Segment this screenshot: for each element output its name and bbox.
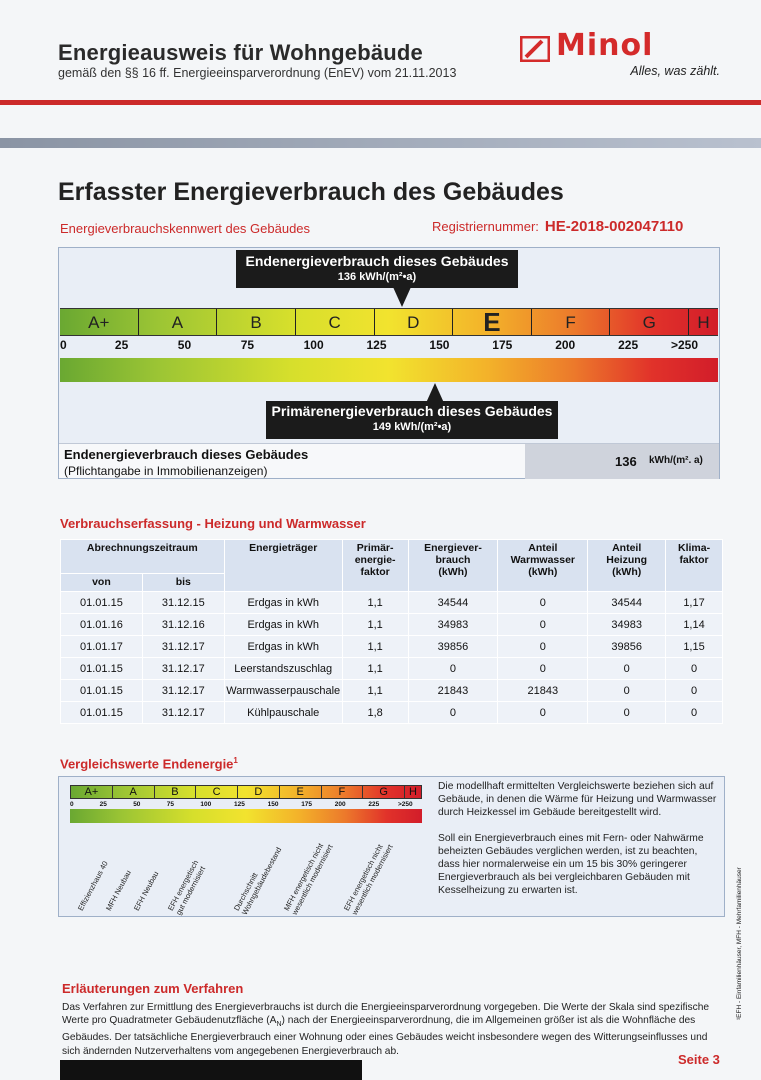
- scale-tick: 175: [492, 338, 513, 352]
- scale-ticks: [60, 338, 718, 354]
- header-climate-factor: Klima- faktor: [666, 540, 723, 592]
- primary-energy-callout-title: Primärenergieverbrauch dieses Gebäudes: [271, 403, 553, 419]
- end-energy-callout-value: 136 kWh/(m²•a): [337, 271, 417, 283]
- energy-class-d: D: [375, 309, 454, 335]
- summary-title: Endenergieverbrauch dieses Gebäudes: [64, 447, 309, 462]
- header-carrier: Energieträger: [224, 540, 342, 592]
- consumption-section-title: Verbrauchserfassung - Heizung und Warmwasser: [60, 516, 366, 531]
- table-row: [61, 702, 723, 724]
- registration-label: Registriernummer:: [432, 219, 539, 234]
- cell-bis: 31.12.17: [142, 702, 224, 724]
- cell-von: 01.01.15: [61, 702, 143, 724]
- cell-traeger: Erdgas in kWh: [224, 636, 342, 658]
- cell-bis: 31.12.17: [142, 636, 224, 658]
- kennwert-label: Energieverbrauchskennwert des Gebäudes: [60, 221, 311, 236]
- cell-ww: 0: [498, 658, 588, 680]
- scale-tick: 75: [240, 338, 255, 352]
- cell-heizung: 39856: [588, 636, 666, 658]
- registration-number: HE-2018-002047110: [544, 218, 684, 235]
- cell-pef: 1,1: [342, 614, 408, 636]
- mini-class-a-plus: A+: [71, 786, 113, 798]
- cell-pef: 1,8: [342, 702, 408, 724]
- scale-tick: 125: [366, 338, 387, 352]
- header-consumption: Energiever- brauch (kWh): [408, 540, 498, 592]
- brand-name: Minol: [556, 28, 654, 63]
- footer-bar: [60, 1060, 362, 1080]
- end-energy-callout: [236, 250, 518, 288]
- mini-gradient-bar: [70, 809, 422, 823]
- footnote-abbreviations: ¹EFH - Einfamilienhäuser, MFH - Mehrfamilienhäuser: [736, 867, 743, 1020]
- reference-label: EFH energetisch nicht wesentlich modernisiert: [342, 842, 395, 917]
- scale-tick: 25: [114, 338, 129, 352]
- cell-klima: 0: [666, 680, 723, 702]
- cell-verbrauch: 21843: [408, 680, 498, 702]
- energy-class-bar: [60, 308, 718, 336]
- registration: [432, 218, 683, 235]
- cell-traeger: Leerstandszuschlag: [224, 658, 342, 680]
- document-subtitle: gemäß den §§ 16 ff. Energieeinsparverordnung (EnEV) vom 21.11.2013: [58, 66, 457, 80]
- mini-class-f: F: [322, 786, 364, 798]
- energy-gradient-bar: [60, 358, 718, 382]
- reference-label: Durchschnitt Wohngebäudebestand: [232, 845, 284, 917]
- summary-value-box: [525, 444, 719, 479]
- explanation-text-a: Das Verfahren zur Ermittlung des Energieverbrauchs ist durch die Energieeinsparverordnung vorgegeben. Die Werte der Skala sind spezifische Werte pro Quadratmeter Gebäudenutzfläche (A: [62, 1002, 710, 1027]
- energy-class-b: B: [217, 309, 296, 335]
- mini-class-a: A: [113, 786, 155, 798]
- table-row: [61, 636, 723, 658]
- energy-class-f: F: [532, 309, 611, 335]
- summary-value: 136: [615, 454, 637, 469]
- minol-logo: [520, 28, 720, 80]
- primary-energy-callout: [266, 401, 558, 439]
- explanation-text-b: ) nach der Energieeinsparverordnung, die im Allgemeinen größer ist als die Wohnfläche des Gebäudes. Der tatsächliche Energieverbrauch einer Wohnung oder eines Gebäudes weicht insbesondere wegen des Witterungseinflusses und sich ändernden Nutzerverhaltens vom angegebenen Energieverbrauch ab.: [62, 1015, 708, 1057]
- header-period: Abrechnungszeitraum: [61, 540, 225, 574]
- summary-note: (Pflichtangabe in Immobilienanzeigen): [64, 464, 268, 478]
- scale-tick: 200: [555, 338, 576, 352]
- reference-label: Effizienzhaus 40: [76, 859, 110, 913]
- header-to: bis: [142, 574, 224, 592]
- header-divider: [0, 100, 761, 105]
- cell-verbrauch: 0: [408, 702, 498, 724]
- cell-traeger: Warmwasserpauschale: [224, 680, 342, 702]
- cell-verbrauch: 39856: [408, 636, 498, 658]
- page-number: Seite 3: [678, 1052, 720, 1067]
- cell-heizung: 0: [588, 658, 666, 680]
- scale-tick: 100: [303, 338, 324, 352]
- cell-ww: 21843: [498, 680, 588, 702]
- brand-slogan: Alles, was zählt.: [630, 64, 720, 78]
- cell-heizung: 34983: [588, 614, 666, 636]
- consumption-table: [60, 539, 723, 724]
- reference-label: EFH Neubau: [132, 869, 161, 913]
- mini-scale-tick: 50: [133, 801, 141, 808]
- mini-scale-tick: 225: [368, 801, 380, 808]
- mini-class-e: E: [280, 786, 322, 798]
- logo-mark-icon: [520, 36, 550, 62]
- cell-verbrauch: 34983: [408, 614, 498, 636]
- cell-pef: 1,1: [342, 636, 408, 658]
- explanation-text: [62, 1001, 726, 1058]
- reference-label: MFH energetisch nicht wesentlich modernisiert: [282, 841, 335, 917]
- header-share-heating: Anteil Heizung (kWh): [588, 540, 666, 592]
- comparison-text-1: Die modellhaft ermittelten Vergleichswerte beziehen sich auf Gebäude, in denen die Wärme für Heizung und Warmwasser durch Heizkessel im Gebäude bereitgestellt wird.: [438, 781, 717, 818]
- cell-klima: 1,15: [666, 636, 723, 658]
- scale-tick: 225: [618, 338, 639, 352]
- cell-klima: 0: [666, 702, 723, 724]
- scale-tick: 50: [177, 338, 192, 352]
- comparison-text-2: Soll ein Energieverbrauch eines mit Fern- oder Nahwärme beheizten Gebäudes verglichen werden, ist zu beachten, dass hier normalerweise ein um 15 bis 30% geringerer Energieverbrauch als bei vergleichbaren Gebäuden mit Kesselheizung zu erwarten ist.: [438, 833, 704, 896]
- mini-class-b: B: [155, 786, 197, 798]
- mini-scale-tick: 75: [166, 801, 175, 808]
- scale-tick: 150: [429, 338, 450, 352]
- energy-class-c: C: [296, 309, 375, 335]
- mini-scale-tick: 200: [334, 801, 346, 808]
- cell-von: 01.01.16: [61, 614, 143, 636]
- cell-bis: 31.12.17: [142, 680, 224, 702]
- header-share-warmwater: Anteil Warmwasser (kWh): [498, 540, 588, 592]
- cell-traeger: Kühlpauschale: [224, 702, 342, 724]
- header-band: [0, 138, 761, 148]
- header-primary-factor: Primär- energie- faktor: [342, 540, 408, 592]
- comparison-title-text: Vergleichswerte Endenergie: [60, 756, 234, 772]
- mini-scale-tick: 175: [301, 801, 313, 808]
- cell-verbrauch: 0: [408, 658, 498, 680]
- comparison-title-footnote: 1: [233, 756, 238, 765]
- energy-class-a-plus: A+: [60, 309, 139, 335]
- table-row: [61, 658, 723, 680]
- mini-class-d: D: [238, 786, 280, 798]
- cell-klima: 1,14: [666, 614, 723, 636]
- primary-energy-marker-icon: [426, 383, 444, 403]
- comparison-section-title: [60, 756, 238, 771]
- cell-ww: 0: [498, 636, 588, 658]
- scale-tick: 0: [60, 338, 67, 352]
- explanation-subscript: N: [276, 1021, 282, 1029]
- cell-bis: 31.12.16: [142, 614, 224, 636]
- cell-von: 01.01.15: [61, 592, 143, 614]
- summary-unit: kWh/(m². a): [649, 455, 703, 466]
- cell-traeger: Erdgas in kWh: [224, 614, 342, 636]
- mini-scale-tick: 25: [99, 801, 107, 808]
- document-title: Energieausweis für Wohngebäude: [58, 40, 423, 65]
- primary-energy-callout-value: 149 kWh/(m²•a): [372, 421, 452, 433]
- cell-pef: 1,1: [342, 658, 408, 680]
- table-row: [61, 680, 723, 702]
- cell-von: 01.01.15: [61, 680, 143, 702]
- end-energy-marker-icon: [393, 287, 411, 309]
- table-row: [61, 592, 723, 614]
- cell-bis: 31.12.17: [142, 658, 224, 680]
- reference-label: EFH energetisch gut modernisiert: [166, 858, 208, 917]
- mini-scale-tick: 150: [267, 801, 279, 808]
- energy-class-g: G: [610, 309, 689, 335]
- cell-ww: 0: [498, 592, 588, 614]
- mini-class-h: H: [409, 786, 417, 798]
- mini-scale-tick: >250: [398, 801, 413, 808]
- mini-class-bar: [70, 785, 422, 799]
- mini-class-g: G: [363, 786, 405, 798]
- reference-label: MFH Neubau: [104, 868, 133, 913]
- energy-class-e: E: [453, 309, 532, 335]
- mini-scale-tick: 125: [234, 801, 245, 808]
- cell-heizung: 34544: [588, 592, 666, 614]
- cell-pef: 1,1: [342, 680, 408, 702]
- mini-class-c: C: [196, 786, 238, 798]
- cell-heizung: 0: [588, 702, 666, 724]
- cell-bis: 31.12.15: [142, 592, 224, 614]
- cell-klima: 1,17: [666, 592, 723, 614]
- end-energy-summary: [59, 443, 719, 478]
- scale-tick: >250: [671, 338, 699, 352]
- cell-von: 01.01.17: [61, 636, 143, 658]
- cell-von: 01.01.15: [61, 658, 143, 680]
- cell-traeger: Erdgas in kWh: [224, 592, 342, 614]
- mini-scale-tick: 0: [70, 801, 74, 808]
- cell-ww: 0: [498, 614, 588, 636]
- cell-ww: 0: [498, 702, 588, 724]
- end-energy-callout-title: Endenergieverbrauch dieses Gebäudes: [245, 253, 509, 269]
- section-title: Erfasster Energieverbrauch des Gebäudes: [58, 178, 564, 206]
- cell-heizung: 0: [588, 680, 666, 702]
- header-from: von: [61, 574, 143, 592]
- cell-pef: 1,1: [342, 592, 408, 614]
- explanation-section-title: Erläuterungen zum Verfahren: [62, 981, 244, 996]
- cell-verbrauch: 34544: [408, 592, 498, 614]
- table-row: [61, 614, 723, 636]
- cell-klima: 0: [666, 658, 723, 680]
- energy-class-a: A: [139, 309, 218, 335]
- mini-scale-tick: 100: [200, 801, 212, 808]
- energy-class-h: H: [697, 313, 710, 332]
